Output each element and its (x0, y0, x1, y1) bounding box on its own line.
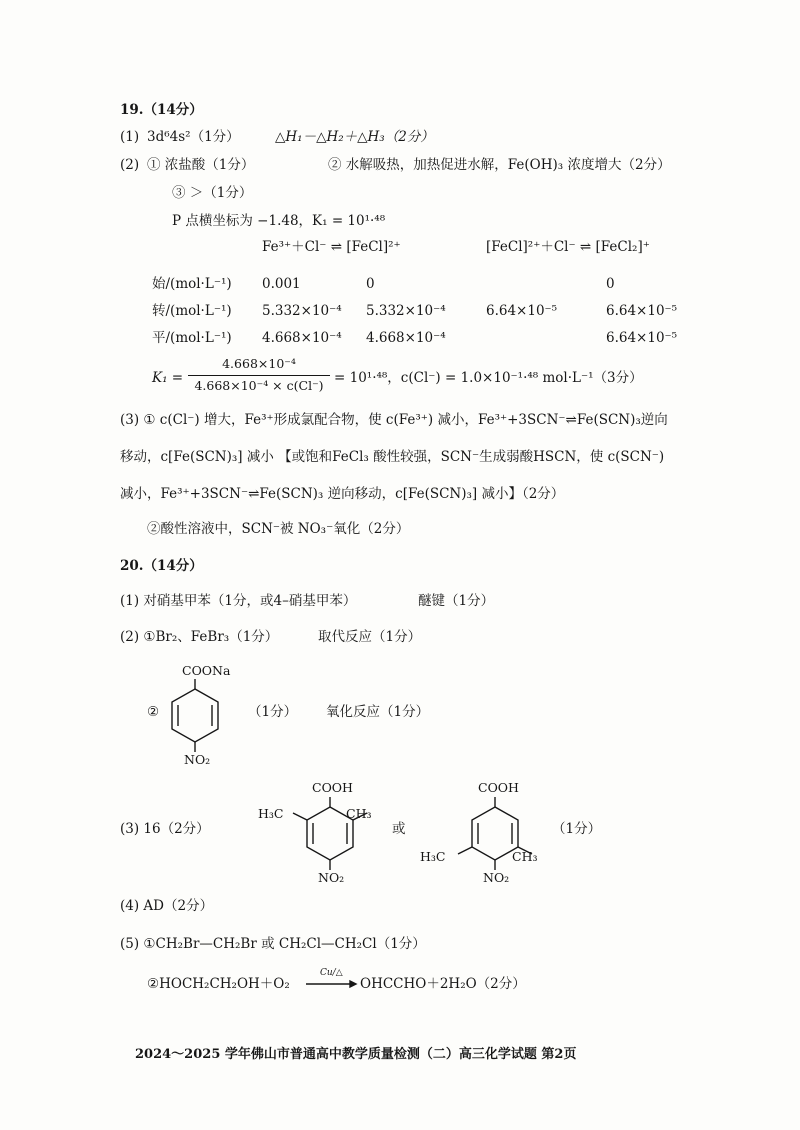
cell: 0.001 (262, 276, 301, 292)
q20-p5-b-lhs: ②HOCH₂CH₂OH＋O₂ (147, 976, 290, 992)
cell: 0 (606, 276, 615, 292)
mol2-bottom-group: NO₂ (318, 870, 345, 885)
q20-p2-circle-2: ② (147, 704, 160, 720)
mol3-bottom-group: NO₂ (483, 870, 510, 885)
page-footer: 2024～2025 学年佛山市普通高中教学质量检测（二）高三化学试题 第2页 (135, 1047, 577, 1062)
q19-equation-2: [FeCl]²⁺＋Cl⁻ ⇌ [FeCl₂]⁺ (486, 239, 650, 255)
k1-lhs: K₁ = (152, 370, 184, 386)
k1-denominator: 4.668×10⁻⁴ × c(Cl⁻) (194, 378, 324, 393)
q20-p1-b: 醚键（1分） (418, 593, 495, 609)
or-text: 或 (392, 821, 406, 837)
q19-p3-line2: 移动，c[Fe(SCN)₃] 减小 【或饱和FeCl₃ 酸性较强，SCN⁻生成弱酸HSCN，使 c(SCN⁻) (120, 449, 665, 465)
q19-p1-enthalpy: △H₁－△H₂＋△H₃（2分） (275, 129, 434, 145)
q19-p3-line4: ②酸性溶液中，SCN⁻被 NO₃⁻氧化（2分） (147, 521, 410, 537)
mol3-top-group: COOH (478, 780, 519, 795)
mol1-top-group: COONa (182, 663, 231, 678)
mol3-right-group: CH₃ (512, 849, 538, 864)
q20-p3-a: (3) 16（2分） (120, 821, 210, 837)
cell: 4.668×10⁻⁴ (262, 330, 342, 346)
cell: 6.64×10⁻⁵ (486, 303, 558, 319)
q19-p-point: P 点横坐标为 −1.48，K₁ = 10¹·⁴⁸ (172, 213, 386, 229)
cell: 0 (366, 276, 375, 292)
k1-fraction-bar (188, 375, 330, 376)
q20-p4: (4) AD（2分） (120, 898, 214, 914)
q19-p2-c: ③ ＞（1分） (172, 185, 253, 201)
k1-numerator: 4.668×10⁻⁴ (222, 356, 296, 371)
q19-p2-b: ② 水解吸热，加热促进水解，Fe(OH)₃ 浓度增大（2分） (328, 157, 671, 173)
q20-p2-type: 氧化反应（1分） (326, 704, 430, 720)
cell: 4.668×10⁻⁴ (366, 330, 446, 346)
cell: 5.332×10⁻⁴ (262, 303, 342, 319)
q19-p1-config: 3d⁶4s²（1分） (147, 129, 240, 145)
row-label: 始/(mol·L⁻¹) (152, 276, 232, 292)
q20-p2-score: （1分） (248, 704, 298, 720)
q19-header: 19.（14分） (120, 102, 203, 118)
q20-p5-a: (5) ①CH₂Br—CH₂Br 或 CH₂Cl—CH₂Cl（1分） (120, 936, 426, 952)
row-label: 转/(mol·L⁻¹) (152, 303, 232, 319)
mol2-right-group: CH₃ (346, 806, 372, 821)
mol1-bottom-group: NO₂ (184, 752, 211, 767)
q19-equation-1: Fe³⁺＋Cl⁻ ⇌ [FeCl]²⁺ (262, 239, 401, 255)
mol2-left-group: H₃C (258, 806, 284, 821)
q20-p2-b: 取代反应（1分） (318, 629, 422, 645)
q20-p5-b-rhs: OHCCHO＋2H₂O（2分） (360, 976, 526, 992)
q20-p3-score: （1分） (552, 821, 602, 837)
cell: 6.64×10⁻⁵ (606, 330, 678, 346)
mol3-left-group: H₃C (420, 849, 446, 864)
q20-header: 20.（14分） (120, 558, 203, 574)
cell: 6.64×10⁻⁵ (606, 303, 678, 319)
q19-p2-label: (2) (120, 157, 140, 173)
q19-p2-a: ① 浓盐酸（1分） (147, 157, 255, 173)
q19-p3-line1: (3) ① c(Cl⁻) 增大，Fe³⁺形成氯配合物，使 c(Fe³⁺) 减小，Fe³⁺+3SCN⁻⇌Fe(SCN)₃逆向 (120, 412, 668, 428)
reaction-arrow-icon (306, 979, 356, 989)
reaction-condition: Cu/△ (320, 968, 343, 978)
q20-p2-a: (2) ①Br₂、FeBr₃（1分） (120, 629, 279, 645)
q20-p1: (1) 对硝基甲苯（1分，或4–硝基甲苯） (120, 593, 357, 609)
q19-p1-label: (1) (120, 129, 140, 145)
mol2-top-group: COOH (312, 780, 353, 795)
cell: 5.332×10⁻⁴ (366, 303, 446, 319)
q19-p3-line3: 减小，Fe³⁺+3SCN⁻⇌Fe(SCN)₃ 逆向移动，c[Fe(SCN)₃] 减小】（2分） (120, 486, 565, 502)
k1-rhs: = 10¹·⁴⁸，c(Cl⁻) = 1.0×10⁻¹·⁴⁸ mol·L⁻¹（3分） (334, 370, 643, 386)
row-label: 平/(mol·L⁻¹) (152, 330, 232, 346)
